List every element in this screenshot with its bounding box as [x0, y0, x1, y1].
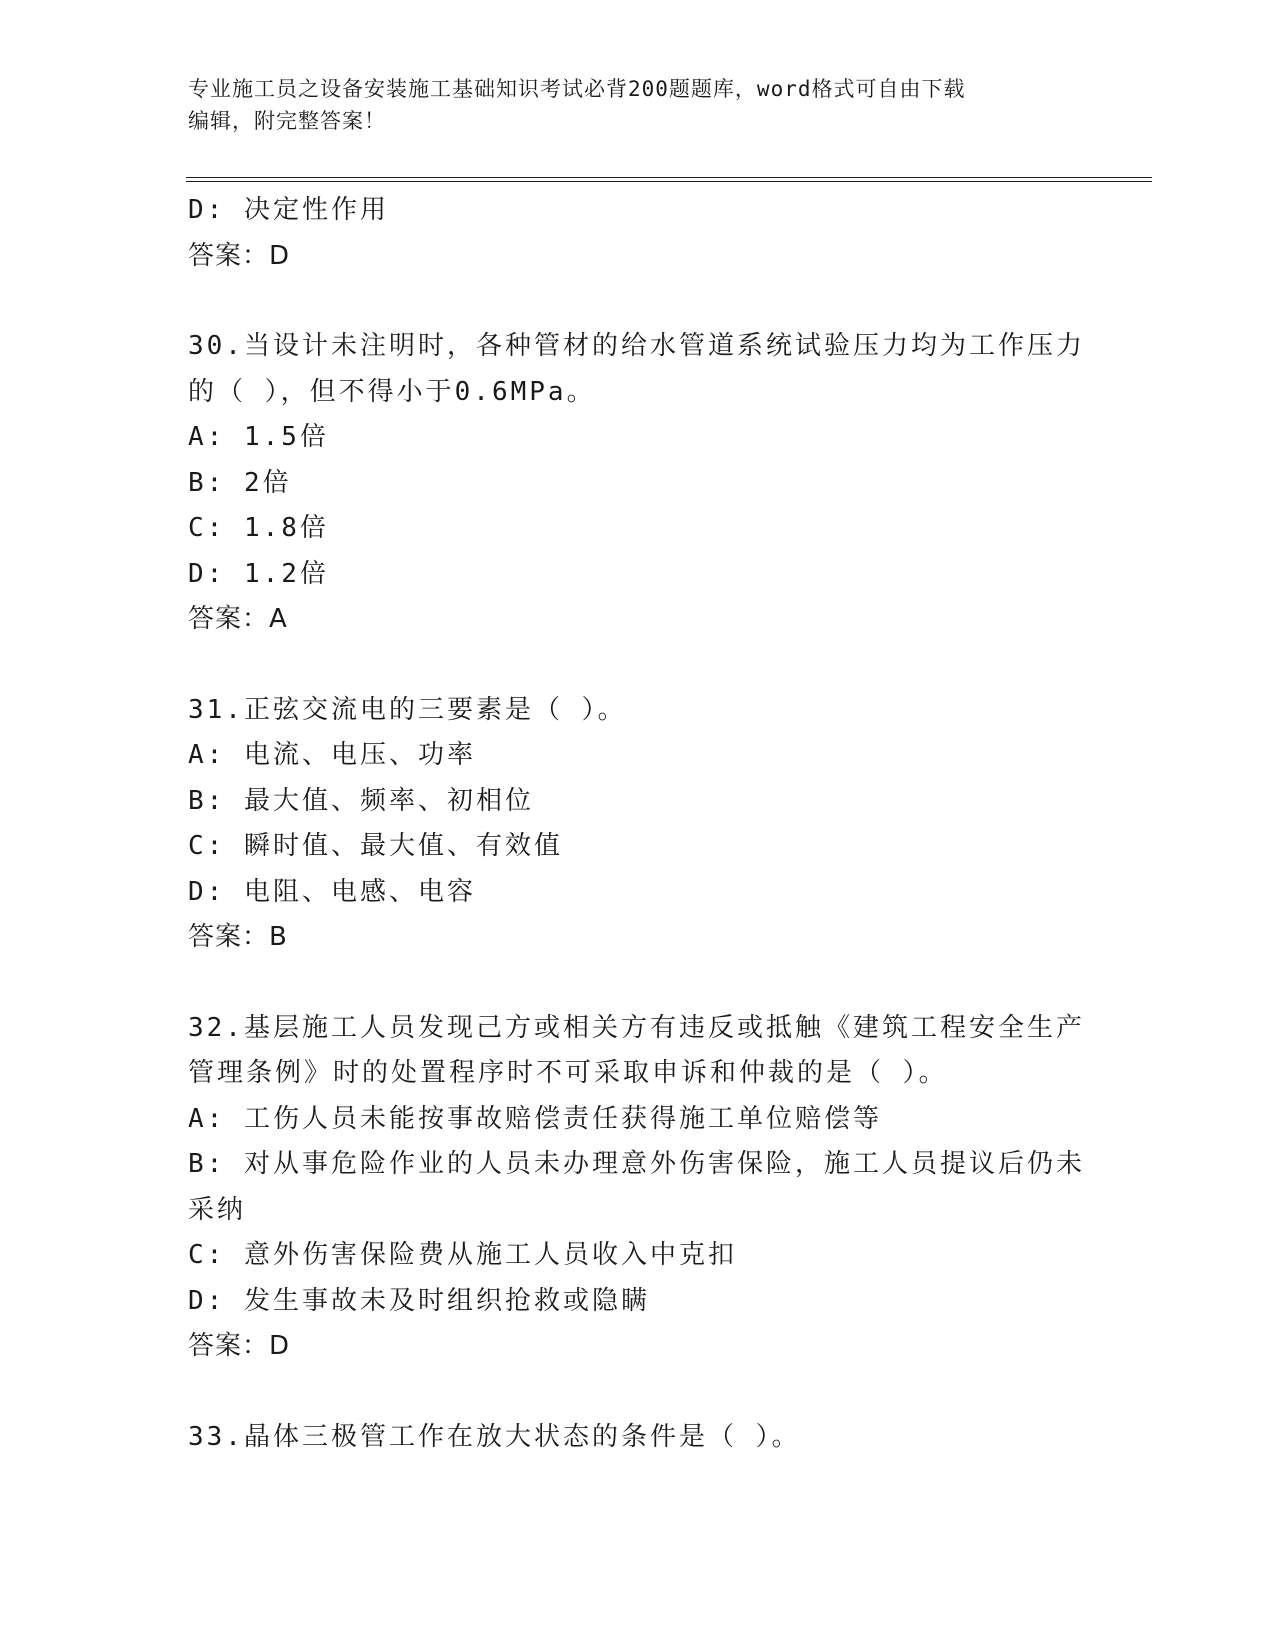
- question-30: [188, 324, 1088, 643]
- spacer: [188, 643, 1088, 688]
- header-rule-bottom: [186, 181, 1152, 182]
- answer: 答案：A: [188, 604, 288, 634]
- question-text: 30.当设计未注明时，各种管材的给水管道系统试验压力均为工作压力: [188, 331, 1085, 361]
- option-d: D: 电阻、电感、电容: [188, 876, 476, 907]
- header-rule-top: [186, 177, 1152, 178]
- spacer: [188, 961, 1088, 1006]
- question-text-cont: 的（ ），但不得小于0.6MPa。: [188, 376, 596, 407]
- option-d: D: 发生事故未及时组织抢救或隐瞒: [188, 1285, 650, 1316]
- option-b-cont: 采纳: [188, 1194, 247, 1225]
- question-text: 32.基层施工人员发现己方或相关方有违反或抵触《建筑工程安全生产: [188, 1012, 1085, 1043]
- question-text: 33.晶体三极管工作在放大状态的条件是（ ）。: [188, 1421, 801, 1452]
- option-b: B: 最大值、频率、初相位: [188, 785, 534, 816]
- option-a: A: 电流、电压、功率: [188, 740, 476, 770]
- answer: 答案：D: [188, 240, 291, 271]
- option-d: D: 1.2倍: [188, 558, 329, 589]
- question-29-tail: [188, 188, 1088, 279]
- header-line-1: 专业施工员之设备安装施工基础知识考试必背200题题库，word格式可自由下载: [188, 77, 966, 101]
- header-line-2: 编辑，附完整答案！: [188, 109, 386, 133]
- option-c: C: 瞬时值、最大值、有效值: [188, 831, 563, 861]
- option-a: A: 1.5倍: [188, 422, 329, 452]
- question-31: [188, 688, 1088, 961]
- option-c: C: 意外伤害保险费从施工人员收入中克扣: [188, 1240, 737, 1270]
- question-33: [188, 1415, 1088, 1461]
- document-body: [188, 188, 1088, 1460]
- option-b: B: 对从事危险作业的人员未办理意外伤害保险，施工人员提议后仍未: [188, 1149, 1085, 1179]
- answer: 答案：D: [188, 1331, 291, 1361]
- question-32: [188, 1006, 1088, 1370]
- option-b: B: 2倍: [188, 467, 292, 498]
- answer: 答案：B: [188, 922, 288, 952]
- question-text: 31.正弦交流电的三要素是（ ）。: [188, 694, 627, 725]
- spacer: [188, 279, 1088, 324]
- spacer: [188, 1370, 1088, 1415]
- option-c: C: 1.8倍: [188, 513, 329, 543]
- question-text-cont: 管理条例》时的处置程序时不可采取申诉和仲裁的是（ ）。: [188, 1058, 948, 1088]
- option-a: A: 工伤人员未能按事故赔偿责任获得施工单位赔偿等: [188, 1103, 882, 1134]
- option-d: D: 决定性作用: [188, 195, 389, 225]
- document-header: [188, 73, 1088, 137]
